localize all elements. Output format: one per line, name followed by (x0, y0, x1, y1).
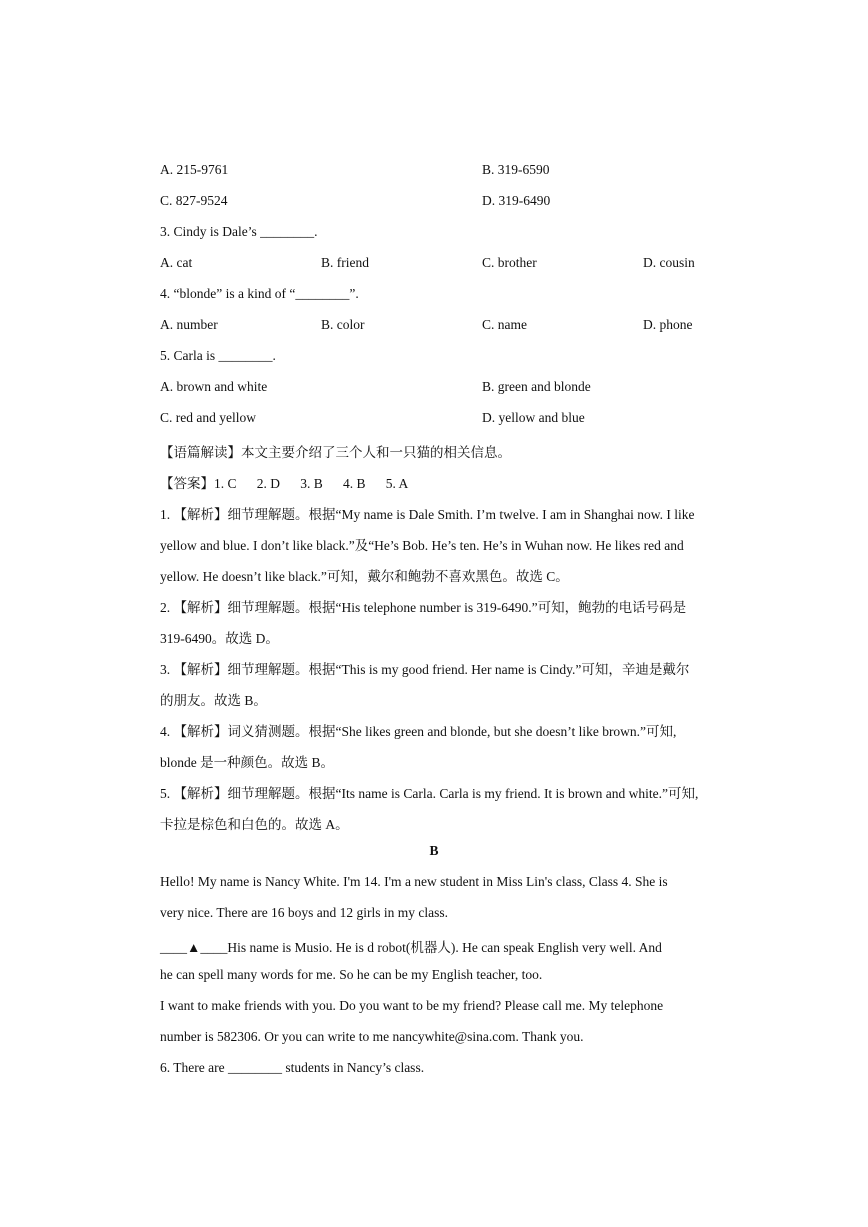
answer-key: 【答案】1. C 2. D 3. B 4. B 5. A (160, 476, 409, 491)
explanation-line: yellow and blue. I don’t like black.”及“He’s Bob. He’s ten. He’s in Wuhan now. He likes red and (160, 538, 684, 553)
q3-option-a: A. cat (160, 255, 193, 270)
explanation-line: 的朋友。故选 B。 (160, 693, 267, 708)
q3-option-d: D. cousin (643, 255, 695, 270)
q5-option-b: B. green and blonde (482, 379, 591, 394)
q4-stem: 4. “blonde” is a kind of “________”. (160, 286, 359, 301)
passage-line: I want to make friends with you. Do you want to be my friend? Please call me. My telephone (160, 998, 664, 1013)
q2-option-d: D. 319-6490 (482, 193, 551, 208)
explanation-line: 5. 【解析】细节理解题。根据“Its name is Carla. Carla is my friend. It is brown and white.”可知, (160, 786, 699, 801)
q4-option-b: B. color (321, 317, 365, 332)
explanation-line: 2. 【解析】细节理解题。根据“His telephone number is 319-6490.”可知，鲍勃的电话号码是 (160, 600, 687, 615)
q2-option-a: A. 215-9761 (160, 162, 229, 177)
q2-option-b: B. 319-6590 (482, 162, 550, 177)
q3-stem: 3. Cindy is Dale’s ________. (160, 224, 318, 239)
explanation-line: yellow. He doesn’t like black.”可知，戴尔和鲍勃不喜欢黑色。故选 C。 (160, 569, 569, 584)
q4-option-d: D. phone (643, 317, 693, 332)
q5-option-a: A. brown and white (160, 379, 268, 394)
q6-stem: 6. There are ________ students in Nancy’s class. (160, 1060, 425, 1075)
explanation-line: blonde 是一种颜色。故选 B。 (160, 755, 334, 770)
q3-option-b: B. friend (321, 255, 369, 270)
passage-line: he can spell many words for me. So he can be my English teacher, too. (160, 967, 543, 982)
passage-line: ____▲____His name is Musio. He is d robot(机器人). He can speak English very well. And (160, 940, 662, 955)
q5-option-c: C. red and yellow (160, 410, 256, 425)
explanation-line: 4. 【解析】词义猜测题。根据“She likes green and blonde, but she doesn’t like brown.”可知, (160, 724, 677, 739)
passage-summary: 【语篇解读】本文主要介绍了三个人和一只猫的相关信息。 (160, 445, 511, 460)
q2-option-c: C. 827-9524 (160, 193, 228, 208)
q5-option-d: D. yellow and blue (482, 410, 585, 425)
passage-line: very nice. There are 16 boys and 12 girls in my class. (160, 905, 449, 920)
q5-stem: 5. Carla is ________. (160, 348, 276, 363)
explanation-line: 3. 【解析】细节理解题。根据“This is my good friend. Her name is Cindy.”可知，辛迪是戴尔 (160, 662, 690, 677)
section-b-heading: B (429, 843, 439, 858)
q4-option-c: C. name (482, 317, 527, 332)
passage-line: Hello! My name is Nancy White. I'm 14. I'm a new student in Miss Lin's class, Class 4. She is (160, 874, 668, 889)
explanation-line: 卡拉是棕色和白色的。故选 A。 (160, 817, 349, 832)
q4-option-a: A. number (160, 317, 218, 332)
explanation-line: 1. 【解析】细节理解题。根据“My name is Dale Smith. I’m twelve. I am in Shanghai now. I like (160, 507, 695, 522)
q3-option-c: C. brother (482, 255, 537, 270)
passage-line: number is 582306. Or you can write to me nancywhite@sina.com. Thank you. (160, 1029, 584, 1044)
explanation-line: 319-6490。故选 D。 (160, 631, 279, 646)
